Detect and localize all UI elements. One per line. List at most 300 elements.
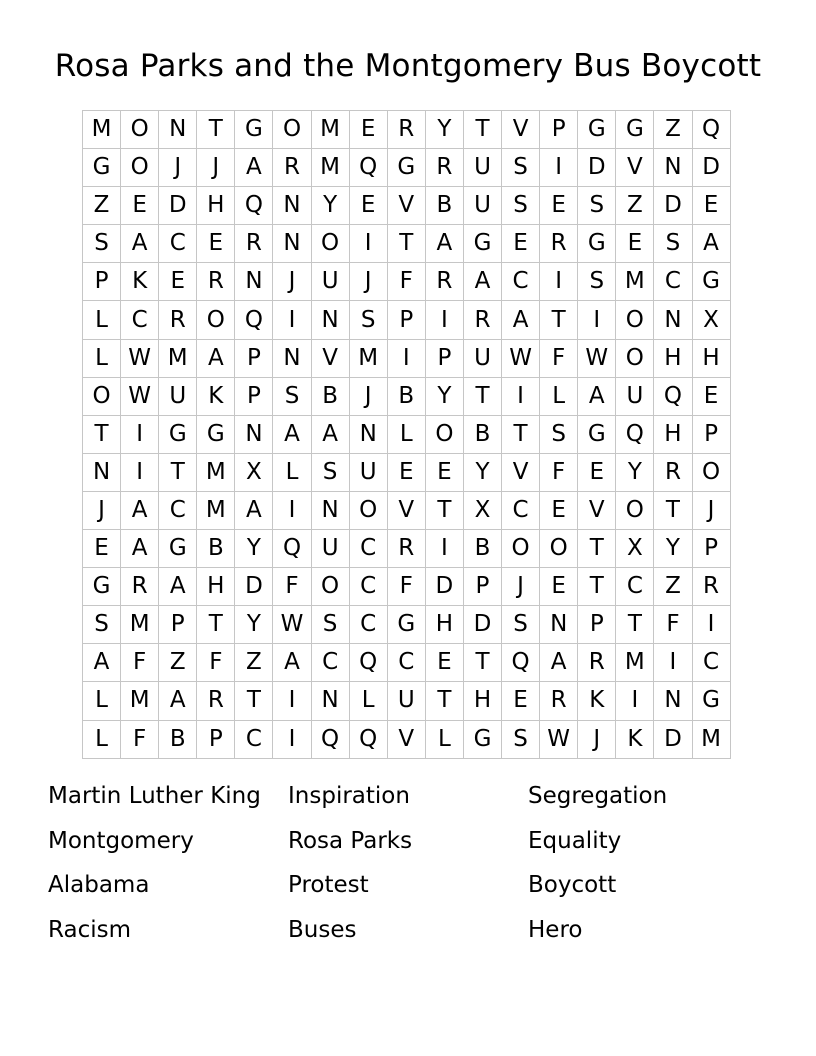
grid-cell: J <box>349 377 387 415</box>
grid-cell: M <box>311 149 349 187</box>
grid-cell: A <box>235 491 273 529</box>
grid-cell: U <box>349 453 387 491</box>
grid-cell: H <box>197 568 235 606</box>
grid-cell: O <box>692 453 730 491</box>
grid-cell: X <box>692 301 730 339</box>
grid-cell: Y <box>425 111 463 149</box>
grid-cell: T <box>463 111 501 149</box>
grid-cell: B <box>463 530 501 568</box>
grid-cell: E <box>692 187 730 225</box>
grid-cell: Q <box>349 149 387 187</box>
grid-cell: W <box>121 377 159 415</box>
grid-cell: Q <box>349 720 387 758</box>
grid-cell: D <box>654 187 692 225</box>
grid-cell: R <box>425 263 463 301</box>
grid-cell: E <box>540 491 578 529</box>
grid-row <box>83 187 731 225</box>
grid-cell: F <box>540 339 578 377</box>
grid-cell: I <box>273 491 311 529</box>
grid-cell: Q <box>349 644 387 682</box>
grid-cell: N <box>311 491 349 529</box>
grid-cell: U <box>311 530 349 568</box>
grid-cell: C <box>502 491 540 529</box>
grid-cell: M <box>121 682 159 720</box>
grid-cell: H <box>654 415 692 453</box>
page-title: Rosa Parks and the Montgomery Bus Boycott <box>54 48 762 84</box>
grid-cell: O <box>616 491 654 529</box>
grid-cell: E <box>540 568 578 606</box>
grid-cell: L <box>83 682 121 720</box>
grid-row <box>83 339 731 377</box>
grid-cell: X <box>616 530 654 568</box>
grid-cell: P <box>692 415 730 453</box>
grid-cell: T <box>235 682 273 720</box>
grid-cell: Z <box>654 111 692 149</box>
grid-cell: S <box>502 720 540 758</box>
grid-cell: F <box>540 453 578 491</box>
grid-cell: G <box>692 682 730 720</box>
grid-cell: Y <box>616 453 654 491</box>
grid-row <box>83 415 731 453</box>
grid-cell: Q <box>654 377 692 415</box>
grid-cell: D <box>235 568 273 606</box>
grid-cell: L <box>83 339 121 377</box>
grid-cell: A <box>121 530 159 568</box>
grid-cell: O <box>616 301 654 339</box>
grid-cell: C <box>159 491 197 529</box>
grid-cell: M <box>83 111 121 149</box>
grid-cell: A <box>502 301 540 339</box>
grid-cell: F <box>197 644 235 682</box>
grid-cell: B <box>425 187 463 225</box>
grid-cell: V <box>502 111 540 149</box>
grid-cell: I <box>654 644 692 682</box>
grid-cell: I <box>502 377 540 415</box>
grid-cell: C <box>616 568 654 606</box>
grid-cell: E <box>616 225 654 263</box>
grid-cell: A <box>425 225 463 263</box>
grid-cell: T <box>387 225 425 263</box>
grid-cell: V <box>387 491 425 529</box>
grid-cell: A <box>463 263 501 301</box>
grid-cell: F <box>121 720 159 758</box>
grid-cell: R <box>387 530 425 568</box>
word-search-grid <box>82 110 731 759</box>
grid-cell: T <box>83 415 121 453</box>
grid-row <box>83 530 731 568</box>
grid-cell: S <box>83 606 121 644</box>
grid-cell: O <box>540 530 578 568</box>
grid-cell: G <box>578 111 616 149</box>
grid-cell: Y <box>425 377 463 415</box>
grid-cell: U <box>463 339 501 377</box>
grid-cell: T <box>425 491 463 529</box>
grid-cell: P <box>692 530 730 568</box>
grid-cell: C <box>121 301 159 339</box>
grid-cell: R <box>159 301 197 339</box>
grid-cell: I <box>425 301 463 339</box>
grid-cell: Y <box>235 606 273 644</box>
grid-cell: W <box>121 339 159 377</box>
grid-cell: J <box>197 149 235 187</box>
grid-cell: A <box>273 644 311 682</box>
grid-cell: M <box>692 720 730 758</box>
grid-cell: Y <box>654 530 692 568</box>
grid-cell: V <box>387 720 425 758</box>
word-list-item: Protest <box>288 872 369 898</box>
word-list-item: Boycott <box>528 872 617 898</box>
grid-cell: C <box>349 606 387 644</box>
grid-row <box>83 644 731 682</box>
grid-cell: T <box>578 568 616 606</box>
grid-cell: L <box>425 720 463 758</box>
grid-cell: C <box>349 568 387 606</box>
word-list-item: Equality <box>528 827 622 854</box>
grid-cell: G <box>692 263 730 301</box>
grid-cell: M <box>349 339 387 377</box>
grid-cell: C <box>654 263 692 301</box>
grid-cell: T <box>578 530 616 568</box>
grid-cell: R <box>273 149 311 187</box>
grid-cell: G <box>616 111 654 149</box>
grid-cell: F <box>387 263 425 301</box>
grid-cell: F <box>121 644 159 682</box>
grid-cell: R <box>463 301 501 339</box>
grid-cell: R <box>425 149 463 187</box>
grid-cell: E <box>540 187 578 225</box>
grid-cell: M <box>197 491 235 529</box>
grid-cell: T <box>616 606 654 644</box>
grid-cell: R <box>654 453 692 491</box>
grid-cell: G <box>83 149 121 187</box>
grid-cell: Q <box>235 301 273 339</box>
grid-cell: K <box>616 720 654 758</box>
grid-cell: E <box>83 530 121 568</box>
word-list-item: Inspiration <box>288 783 410 809</box>
word-list-item: Alabama <box>48 872 150 898</box>
grid-cell: C <box>692 644 730 682</box>
grid-cell: B <box>159 720 197 758</box>
grid-cell: E <box>692 377 730 415</box>
grid-cell: Y <box>463 453 501 491</box>
grid-cell: J <box>83 491 121 529</box>
grid-cell: T <box>159 453 197 491</box>
grid-cell: F <box>273 568 311 606</box>
word-list-item: Hero <box>528 916 583 943</box>
grid-cell: G <box>159 415 197 453</box>
grid-cell: G <box>235 111 273 149</box>
grid-cell: M <box>197 453 235 491</box>
grid-cell: N <box>273 339 311 377</box>
grid-cell: Q <box>692 111 730 149</box>
grid-row <box>83 720 731 758</box>
grid-cell: Z <box>654 568 692 606</box>
grid-cell: N <box>311 682 349 720</box>
grid-cell: P <box>197 720 235 758</box>
grid-cell: A <box>121 491 159 529</box>
grid-cell: J <box>692 491 730 529</box>
grid-cell: T <box>502 415 540 453</box>
grid-cell: G <box>387 149 425 187</box>
grid-cell: T <box>654 491 692 529</box>
grid-cell: P <box>235 377 273 415</box>
grid-cell: J <box>159 149 197 187</box>
grid-cell: O <box>121 111 159 149</box>
grid-cell: N <box>235 263 273 301</box>
grid-cell: I <box>692 606 730 644</box>
grid-cell: B <box>463 415 501 453</box>
grid-row <box>83 491 731 529</box>
grid-row <box>83 377 731 415</box>
grid-cell: I <box>273 301 311 339</box>
grid-cell: A <box>159 568 197 606</box>
grid-cell: W <box>540 720 578 758</box>
grid-cell: U <box>616 377 654 415</box>
grid-cell: D <box>159 187 197 225</box>
grid-cell: C <box>502 263 540 301</box>
grid-cell: J <box>502 568 540 606</box>
word-list-item: Buses <box>288 916 357 943</box>
grid-cell: M <box>159 339 197 377</box>
grid-cell: G <box>197 415 235 453</box>
grid-cell: V <box>502 453 540 491</box>
grid-cell: C <box>311 644 349 682</box>
grid-cell: S <box>311 606 349 644</box>
grid-cell: G <box>387 606 425 644</box>
grid-cell: F <box>654 606 692 644</box>
grid-cell: L <box>349 682 387 720</box>
grid-cell: Z <box>83 187 121 225</box>
grid-cell: S <box>654 225 692 263</box>
grid-cell: D <box>425 568 463 606</box>
grid-cell: D <box>578 149 616 187</box>
grid-cell: U <box>387 682 425 720</box>
grid-cell: Z <box>159 644 197 682</box>
grid-row <box>83 568 731 606</box>
grid-cell: C <box>349 530 387 568</box>
grid-cell: V <box>311 339 349 377</box>
grid-cell: S <box>502 149 540 187</box>
grid-cell: Z <box>616 187 654 225</box>
grid-cell: A <box>83 644 121 682</box>
grid-cell: C <box>159 225 197 263</box>
grid-cell: O <box>425 415 463 453</box>
word-list-item: Segregation <box>528 783 668 809</box>
grid-cell: G <box>463 225 501 263</box>
grid-cell: Q <box>502 644 540 682</box>
grid-cell: E <box>425 453 463 491</box>
grid-cell: R <box>578 644 616 682</box>
grid-cell: H <box>425 606 463 644</box>
grid-cell: I <box>121 453 159 491</box>
grid-cell: S <box>502 187 540 225</box>
grid-cell: A <box>540 644 578 682</box>
grid-cell: K <box>578 682 616 720</box>
grid-cell: I <box>425 530 463 568</box>
grid-cell: P <box>159 606 197 644</box>
grid-cell: I <box>540 263 578 301</box>
grid-cell: M <box>121 606 159 644</box>
grid-cell: E <box>349 111 387 149</box>
grid-cell: B <box>387 377 425 415</box>
word-list-column-2 <box>288 776 412 954</box>
grid-cell: N <box>311 301 349 339</box>
grid-cell: G <box>578 415 616 453</box>
grid-cell: N <box>654 301 692 339</box>
grid-cell: R <box>197 263 235 301</box>
grid-cell: H <box>654 339 692 377</box>
word-list-item: Racism <box>48 916 131 943</box>
grid-cell: E <box>121 187 159 225</box>
grid-cell: Q <box>235 187 273 225</box>
grid-cell: H <box>197 187 235 225</box>
grid-cell: A <box>311 415 349 453</box>
grid-cell: L <box>83 720 121 758</box>
grid-cell: R <box>540 682 578 720</box>
grid-cell: C <box>235 720 273 758</box>
grid-cell: O <box>273 111 311 149</box>
word-list-item: Martin Luther King <box>48 783 261 809</box>
grid-cell: R <box>540 225 578 263</box>
grid-cell: U <box>463 187 501 225</box>
grid-cell: O <box>502 530 540 568</box>
grid-cell: R <box>692 568 730 606</box>
grid-cell: M <box>311 111 349 149</box>
grid-cell: P <box>235 339 273 377</box>
grid-cell: U <box>159 377 197 415</box>
word-list-column-1 <box>48 776 261 954</box>
grid-cell: L <box>540 377 578 415</box>
grid-cell: G <box>463 720 501 758</box>
grid-cell: L <box>387 415 425 453</box>
grid-cell: I <box>349 225 387 263</box>
grid-cell: D <box>463 606 501 644</box>
grid-cell: L <box>273 453 311 491</box>
grid-cell: R <box>197 682 235 720</box>
grid-cell: M <box>616 263 654 301</box>
grid-cell: R <box>121 568 159 606</box>
grid-cell: I <box>578 301 616 339</box>
grid-cell: O <box>83 377 121 415</box>
grid-cell: Q <box>273 530 311 568</box>
grid-cell: U <box>311 263 349 301</box>
grid-cell: E <box>502 682 540 720</box>
grid-cell: A <box>121 225 159 263</box>
grid-cell: W <box>273 606 311 644</box>
grid-cell: H <box>463 682 501 720</box>
grid-cell: X <box>235 453 273 491</box>
grid-cell: N <box>349 415 387 453</box>
grid-cell: Q <box>616 415 654 453</box>
grid-cell: N <box>273 187 311 225</box>
grid-cell: N <box>654 682 692 720</box>
grid-cell: A <box>578 377 616 415</box>
grid-cell: N <box>235 415 273 453</box>
grid-cell: O <box>349 491 387 529</box>
grid-cell: G <box>159 530 197 568</box>
grid-cell: O <box>616 339 654 377</box>
grid-cell: S <box>83 225 121 263</box>
grid-row <box>83 225 731 263</box>
grid-cell: E <box>349 187 387 225</box>
grid-row <box>83 149 731 187</box>
word-list-column-3 <box>528 776 667 954</box>
grid-cell: I <box>616 682 654 720</box>
grid-cell: O <box>311 225 349 263</box>
word-list-item: Montgomery <box>48 827 194 854</box>
grid-cell: S <box>540 415 578 453</box>
grid-cell: I <box>540 149 578 187</box>
grid-row <box>83 453 731 491</box>
grid-cell: P <box>387 301 425 339</box>
grid-cell: P <box>463 568 501 606</box>
grid-cell: J <box>349 263 387 301</box>
grid-cell: O <box>121 149 159 187</box>
grid-cell: T <box>463 377 501 415</box>
grid-cell: P <box>540 111 578 149</box>
grid-cell: N <box>159 111 197 149</box>
grid-cell: Q <box>311 720 349 758</box>
grid-cell: Z <box>235 644 273 682</box>
grid-cell: K <box>197 377 235 415</box>
grid-cell: A <box>197 339 235 377</box>
grid-cell: W <box>502 339 540 377</box>
grid-cell: S <box>578 263 616 301</box>
grid-cell: E <box>425 644 463 682</box>
grid-cell: D <box>692 149 730 187</box>
grid-cell: N <box>654 149 692 187</box>
grid-cell: E <box>502 225 540 263</box>
grid-cell: J <box>578 720 616 758</box>
grid-cell: P <box>425 339 463 377</box>
grid-cell: B <box>311 377 349 415</box>
grid-cell: I <box>121 415 159 453</box>
grid-cell: N <box>273 225 311 263</box>
grid-row <box>83 606 731 644</box>
grid-cell: Y <box>235 530 273 568</box>
grid-cell: S <box>578 187 616 225</box>
grid-cell: V <box>387 187 425 225</box>
grid-cell: D <box>654 720 692 758</box>
grid-cell: E <box>578 453 616 491</box>
grid-cell: I <box>273 720 311 758</box>
grid-cell: I <box>273 682 311 720</box>
grid-cell: A <box>692 225 730 263</box>
grid-cell: E <box>197 225 235 263</box>
grid-cell: V <box>616 149 654 187</box>
grid-cell: I <box>387 339 425 377</box>
grid-cell: M <box>616 644 654 682</box>
grid-cell: T <box>540 301 578 339</box>
grid-cell: V <box>578 491 616 529</box>
grid-cell: Y <box>311 187 349 225</box>
grid-cell: G <box>83 568 121 606</box>
grid-row <box>83 263 731 301</box>
grid-cell: N <box>540 606 578 644</box>
grid-cell: A <box>273 415 311 453</box>
grid-cell: T <box>197 606 235 644</box>
grid-cell: B <box>197 530 235 568</box>
grid-cell: A <box>235 149 273 187</box>
grid-cell: S <box>311 453 349 491</box>
grid-cell: R <box>387 111 425 149</box>
grid-cell: K <box>121 263 159 301</box>
grid-cell: O <box>197 301 235 339</box>
grid-cell: S <box>502 606 540 644</box>
grid-row <box>83 111 731 149</box>
grid-cell: R <box>235 225 273 263</box>
grid-row <box>83 301 731 339</box>
